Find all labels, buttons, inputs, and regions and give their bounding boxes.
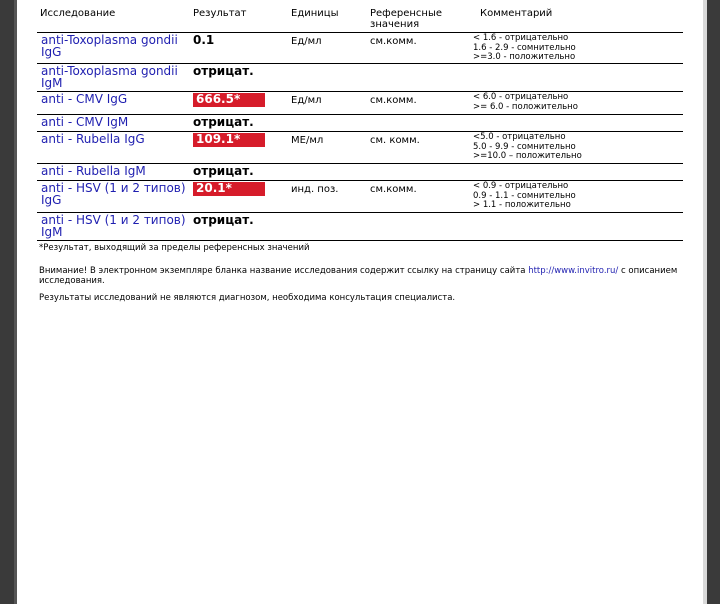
disclaimer: Результаты исследований не являются диагнозом, необходима консультация специалиста. bbox=[39, 293, 456, 303]
reference-value: см.комм. bbox=[370, 36, 417, 47]
header-result: Результат bbox=[193, 8, 247, 19]
comment-line: < 0.9 - отрицательно bbox=[473, 181, 569, 191]
test-name[interactable]: anti - HSV (1 и 2 типов) bbox=[41, 181, 186, 195]
comment-line: < 1.6 - отрицательно bbox=[473, 33, 569, 43]
header-test: Исследование bbox=[40, 8, 116, 19]
comment-line: >= 6.0 - положительно bbox=[473, 101, 578, 112]
result-value-flagged: 20.1* bbox=[193, 182, 265, 196]
test-name[interactable]: anti - CMV IgM bbox=[41, 115, 129, 129]
result-value: отрицат. bbox=[193, 213, 254, 227]
test-name[interactable]: anti - Rubella IgG bbox=[41, 132, 145, 146]
row-divider bbox=[37, 240, 683, 241]
header-ref-line1: Референсные bbox=[370, 8, 443, 19]
test-name[interactable]: anti - CMV IgG bbox=[41, 92, 128, 106]
comment-line: >=3.0 - положительно bbox=[473, 52, 576, 62]
test-name-suffix[interactable]: IgM bbox=[41, 225, 63, 239]
test-name-suffix[interactable]: IgG bbox=[41, 193, 62, 207]
comment-line: >=10.0 – положительно bbox=[473, 151, 582, 161]
invitro-link[interactable]: http://www.invitro.ru/ bbox=[528, 266, 619, 276]
notice-text-after: с описанием bbox=[618, 266, 678, 276]
units: Ед/мл bbox=[291, 36, 322, 47]
units: МЕ/мл bbox=[291, 135, 324, 146]
comment-line: 5.0 - 9.9 - сомнительно bbox=[473, 141, 576, 152]
units: Ед/мл bbox=[291, 95, 322, 106]
reference-value: см. комм. bbox=[370, 135, 420, 146]
test-name[interactable]: anti - HSV (1 и 2 типов) bbox=[41, 213, 186, 227]
row-divider bbox=[37, 114, 683, 115]
reference-value: см.комм. bbox=[370, 95, 417, 106]
result-value: 0.1 bbox=[193, 33, 215, 47]
header-comment: Комментарий bbox=[480, 8, 553, 19]
notice-line1 bbox=[39, 266, 679, 276]
test-name-suffix[interactable]: IgG bbox=[41, 45, 62, 59]
result-value-flagged: 666.5* bbox=[193, 93, 265, 107]
result-value: отрицат. bbox=[193, 64, 254, 78]
header-ref-line2: значения bbox=[370, 19, 420, 30]
reference-value: см.комм. bbox=[370, 184, 417, 195]
notice-line2: исследования. bbox=[39, 276, 105, 286]
page-shadow-right bbox=[703, 0, 707, 604]
notice-text: Внимание! В электронном экземпляре бланка название исследования содержит ссылку на страницу сайта bbox=[39, 266, 529, 276]
result-value: отрицат. bbox=[193, 115, 254, 129]
footnote: *Результат, выходящий за пределы референсных значений bbox=[39, 243, 310, 253]
result-value: отрицат. bbox=[193, 164, 254, 178]
result-value-flagged: 109.1* bbox=[193, 133, 265, 147]
test-name[interactable]: anti-Toxoplasma gondii bbox=[41, 33, 178, 47]
test-name[interactable]: anti-Toxoplasma gondii bbox=[41, 64, 178, 78]
test-name[interactable]: anti - Rubella IgM bbox=[41, 164, 146, 178]
row-divider bbox=[37, 91, 683, 92]
comment-line: 0.9 - 1.1 - сомнительно bbox=[473, 190, 576, 201]
report-page bbox=[17, 0, 703, 604]
comment-line: < 6.0 - отрицательно bbox=[473, 92, 569, 102]
header-units: Единицы bbox=[291, 8, 339, 19]
comment-line: 1.6 - 2.9 - сомнительно bbox=[473, 42, 576, 53]
comment-line: <5.0 - отрицательно bbox=[473, 132, 566, 142]
comment-line: > 1.1 - положительно bbox=[473, 200, 571, 210]
test-name-suffix[interactable]: IgM bbox=[41, 76, 63, 90]
units: инд. поз. bbox=[291, 184, 339, 195]
